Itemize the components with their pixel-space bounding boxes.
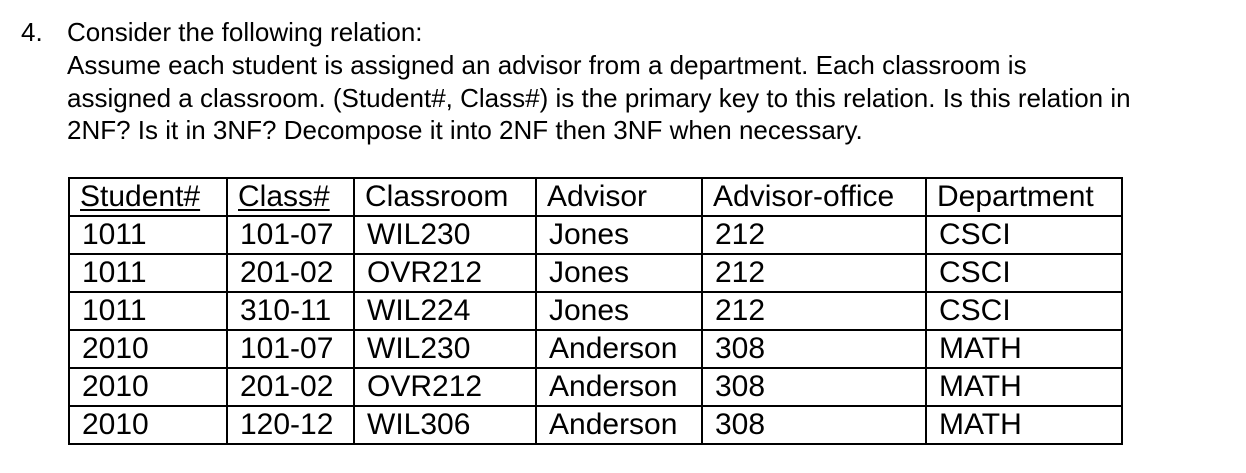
cell-student-num: 2010 — [69, 330, 227, 368]
primary-key-label: Student# — [80, 180, 201, 213]
column-header-class-num — [227, 178, 354, 216]
cell-student-num: 1011 — [69, 292, 227, 330]
cell-advisor-office: 308 — [702, 330, 926, 368]
cell-department: CSCI — [926, 292, 1122, 330]
cell-department: MATH — [926, 330, 1122, 368]
cell-advisor-office: 212 — [702, 292, 926, 330]
cell-classroom: WIL230 — [354, 330, 536, 368]
cell-classroom: WIL230 — [354, 216, 536, 254]
question-line: Assume each student is assigned an advisor from a department. Each classroom is — [67, 50, 1027, 80]
cell-advisor-office: 212 — [702, 254, 926, 292]
cell-classroom: OVR212 — [354, 368, 536, 406]
table-row — [69, 368, 1122, 406]
column-header-department: Department — [926, 178, 1122, 216]
question-line: 2NF? Is it in 3NF? Decompose it into 2NF then 3NF when necessary. — [67, 115, 863, 145]
question-line: Consider the following relation: — [67, 17, 423, 47]
cell-advisor-office: 308 — [702, 406, 926, 444]
cell-class-num: 101-07 — [227, 216, 354, 254]
cell-student-num: 1011 — [69, 216, 227, 254]
cell-classroom: WIL306 — [354, 406, 536, 444]
question-number: 4. — [21, 17, 43, 47]
cell-department: MATH — [926, 368, 1122, 406]
table-row — [69, 254, 1122, 292]
column-header-advisor-office: Advisor-office — [702, 178, 926, 216]
column-header-advisor: Advisor — [536, 178, 702, 216]
cell-department: CSCI — [926, 216, 1122, 254]
cell-class-num: 101-07 — [227, 330, 354, 368]
cell-department: MATH — [926, 406, 1122, 444]
cell-class-num: 120-12 — [227, 406, 354, 444]
cell-advisor: Anderson — [536, 368, 702, 406]
cell-advisor: Anderson — [536, 330, 702, 368]
cell-class-num: 201-02 — [227, 368, 354, 406]
cell-department: CSCI — [926, 254, 1122, 292]
cell-advisor: Jones — [536, 216, 702, 254]
cell-advisor: Jones — [536, 254, 702, 292]
cell-classroom: OVR212 — [354, 254, 536, 292]
cell-classroom: WIL224 — [354, 292, 536, 330]
table-row — [69, 292, 1122, 330]
question-line: assigned a classroom. (Student#, Class#) is the primary key to this relation. Is this relation in — [67, 83, 1131, 113]
relation-table — [68, 177, 1123, 445]
cell-class-num: 201-02 — [227, 254, 354, 292]
cell-advisor: Anderson — [536, 406, 702, 444]
cell-student-num: 2010 — [69, 368, 227, 406]
column-header-classroom: Classroom — [354, 178, 536, 216]
table-row — [69, 330, 1122, 368]
cell-advisor-office: 212 — [702, 216, 926, 254]
table-header-row — [69, 178, 1122, 216]
column-header-student-num — [69, 178, 227, 216]
cell-student-num: 2010 — [69, 406, 227, 444]
table-row — [69, 406, 1122, 444]
cell-class-num: 310-11 — [227, 292, 354, 330]
cell-advisor-office: 308 — [702, 368, 926, 406]
table-row — [69, 216, 1122, 254]
cell-student-num: 1011 — [69, 254, 227, 292]
cell-advisor: Jones — [536, 292, 702, 330]
primary-key-label: Class# — [238, 180, 330, 213]
